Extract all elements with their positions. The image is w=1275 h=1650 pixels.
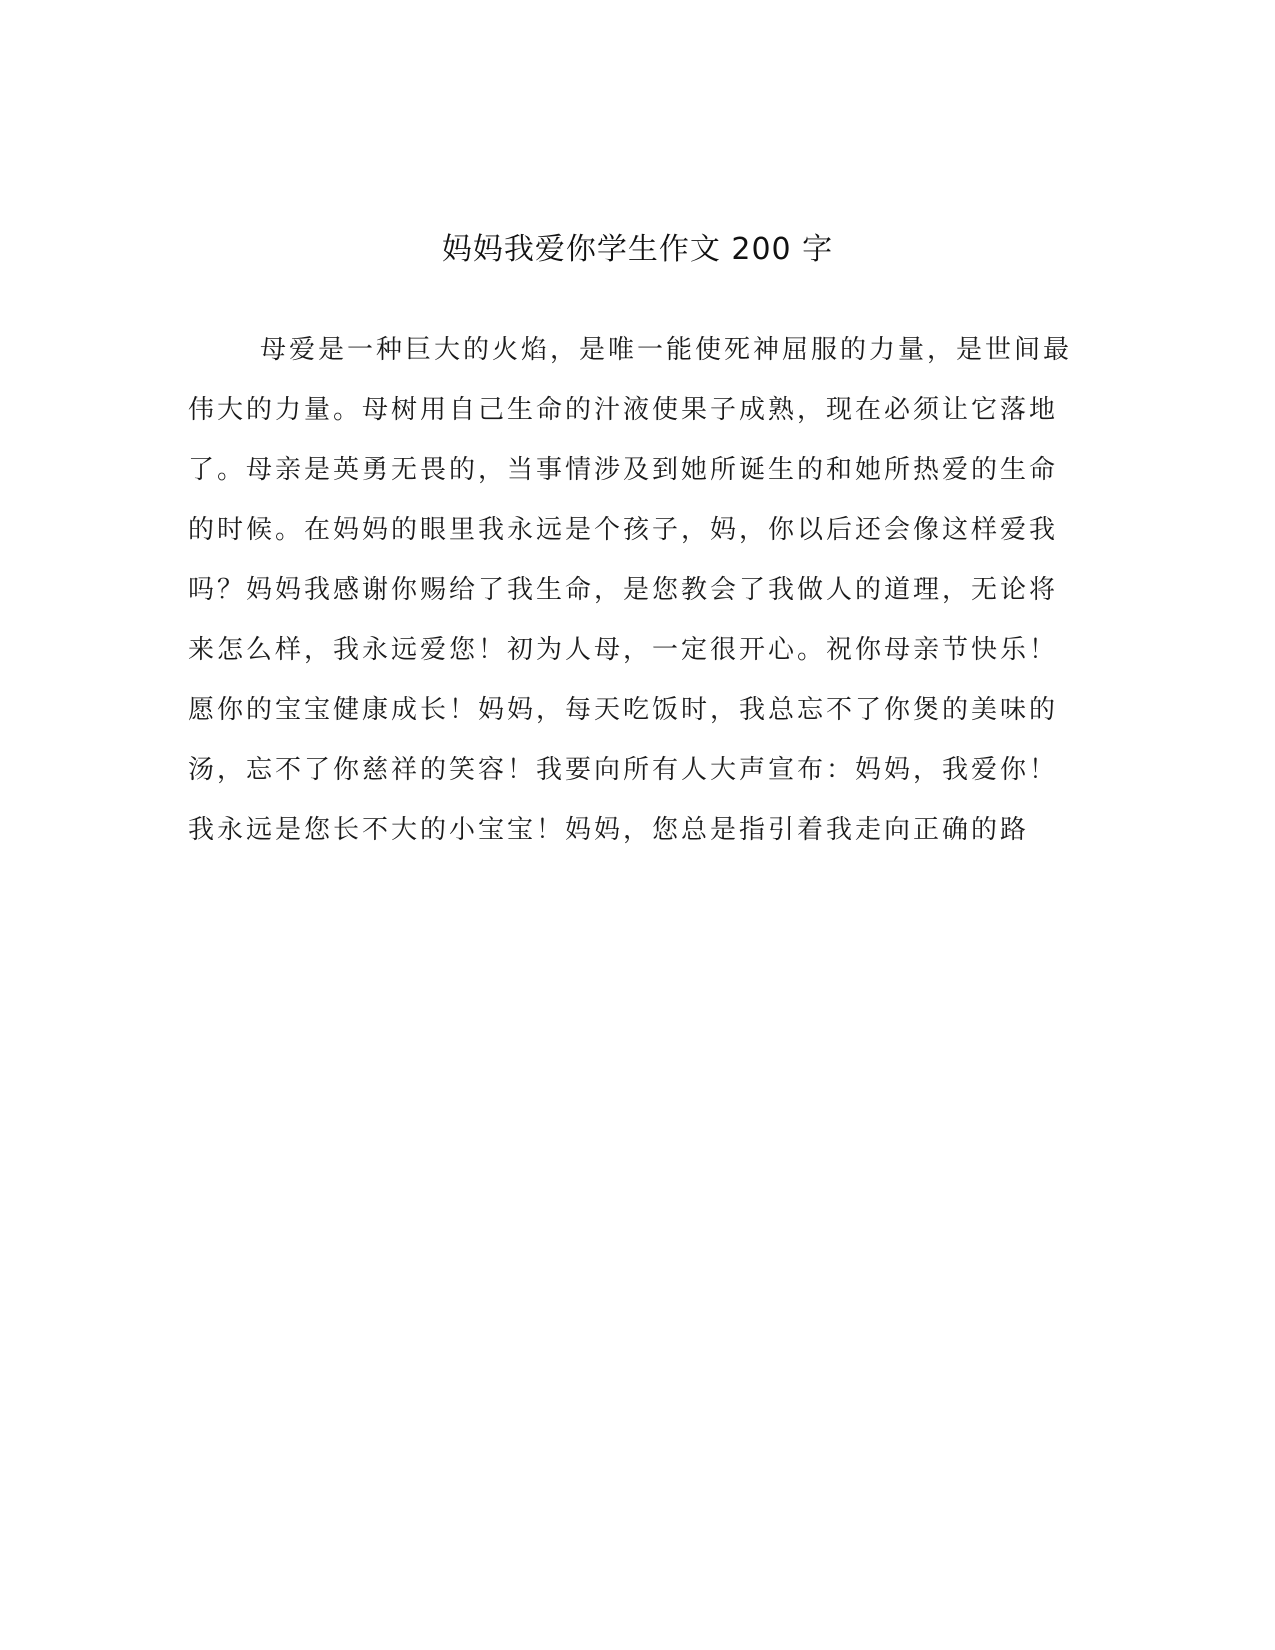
essay-line: 母爱是一种巨大的火焰，是唯一能使死神屈服的力量，是世间最 <box>260 335 1073 365</box>
document-title: 妈妈我爱你学生作文 200 字 <box>441 232 834 268</box>
essay-line: 吗？妈妈我感谢你赐给了我生命，是您教会了我做人的道理，无论将 <box>188 575 1059 605</box>
essay-line: 汤，忘不了你慈祥的笑容！我要向所有人大声宣布：妈妈，我爱你！ <box>188 755 1059 785</box>
essay-line: 愿你的宝宝健康成长！妈妈，每天吃饭时，我总忘不了你煲的美味的 <box>188 695 1059 725</box>
essay-line: 了。母亲是英勇无畏的，当事情涉及到她所诞生的和她所热爱的生命 <box>188 455 1059 485</box>
essay-line: 我永远是您长不大的小宝宝！妈妈，您总是指引着我走向正确的路 <box>188 815 1030 845</box>
essay-line: 的时候。在妈妈的眼里我永远是个孩子，妈，你以后还会像这样爱我 <box>188 515 1059 545</box>
essay-body <box>188 330 1088 870</box>
essay-line: 伟大的力量。母树用自己生命的汁液使果子成熟，现在必须让它落地 <box>188 395 1059 425</box>
essay-line: 来怎么样，我永远爱您！初为人母，一定很开心。祝你母亲节快乐！ <box>188 635 1059 665</box>
